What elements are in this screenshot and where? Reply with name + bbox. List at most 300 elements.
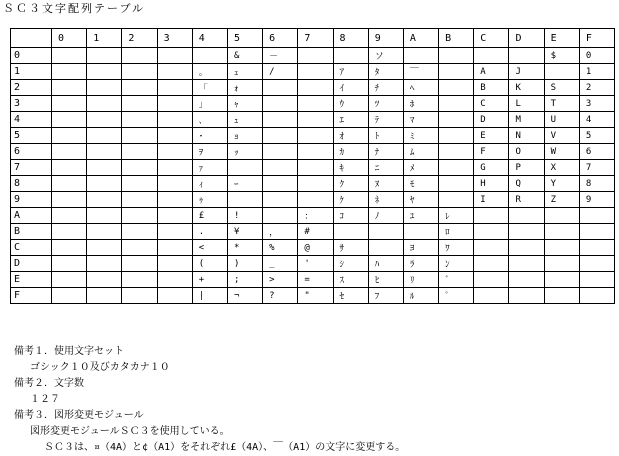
column-header: 5 xyxy=(227,29,262,48)
table-cell: ﾌ xyxy=(368,288,403,304)
table-cell: ： xyxy=(298,208,333,224)
table-cell: Z xyxy=(544,192,579,208)
table-cell: ｦ xyxy=(192,144,227,160)
table-cell: ｷ xyxy=(333,160,368,176)
column-header: B xyxy=(439,29,474,48)
table-cell: － xyxy=(263,48,298,64)
row-label: 6 xyxy=(11,144,52,160)
table-cell xyxy=(579,256,614,272)
table-cell: M xyxy=(509,112,544,128)
table-cell xyxy=(157,80,192,96)
table-cell xyxy=(87,176,122,192)
table-cell xyxy=(157,128,192,144)
table-cell: . xyxy=(192,224,227,240)
table-cell xyxy=(157,288,192,304)
corner-cell xyxy=(11,29,52,48)
table-cell: ﾞ xyxy=(439,272,474,288)
table-cell: S xyxy=(544,80,579,96)
table-cell xyxy=(298,80,333,96)
table-cell: ｯ xyxy=(227,144,262,160)
table-cell: ! xyxy=(227,208,262,224)
table-cell xyxy=(87,96,122,112)
table-cell: 「 xyxy=(192,80,227,96)
table-cell xyxy=(87,240,122,256)
table-cell: + xyxy=(192,272,227,288)
table-cell: ﾉ xyxy=(368,208,403,224)
table-cell xyxy=(87,256,122,272)
table-cell: ｺ xyxy=(333,208,368,224)
table-cell: ｰ xyxy=(227,176,262,192)
table-cell xyxy=(87,80,122,96)
table-cell xyxy=(298,64,333,80)
table-cell: 」 xyxy=(192,96,227,112)
table-cell xyxy=(509,288,544,304)
table-cell xyxy=(157,192,192,208)
row-label: 4 xyxy=(11,112,52,128)
table-cell xyxy=(263,144,298,160)
table-cell xyxy=(403,224,438,240)
table-row xyxy=(11,48,615,64)
column-header: E xyxy=(544,29,579,48)
table-cell xyxy=(52,80,87,96)
note-line: 備考２．文字数 xyxy=(14,378,84,389)
table-cell xyxy=(333,224,368,240)
table-cell: 5 xyxy=(579,128,614,144)
table-cell xyxy=(227,160,262,176)
table-cell: ｶ xyxy=(333,144,368,160)
table-cell xyxy=(509,224,544,240)
table-cell: ﾐ xyxy=(403,128,438,144)
table-cell xyxy=(403,48,438,64)
table-cell xyxy=(509,240,544,256)
table-cell: > xyxy=(263,272,298,288)
table-cell xyxy=(474,224,509,240)
table-cell xyxy=(122,64,157,80)
table-cell: 8 xyxy=(579,176,614,192)
table-cell: $ xyxy=(544,48,579,64)
table-cell xyxy=(298,48,333,64)
table-cell xyxy=(474,272,509,288)
table-cell xyxy=(87,144,122,160)
table-cell: ｬ xyxy=(227,96,262,112)
page-title: ＳＣ３文字配列テーブル xyxy=(3,2,146,15)
table-cell xyxy=(439,128,474,144)
table-cell xyxy=(122,256,157,272)
table-cell: ｾ xyxy=(333,288,368,304)
table-cell: ﾄ xyxy=(368,128,403,144)
table-cell: @ xyxy=(298,240,333,256)
table-cell: ｹ xyxy=(333,192,368,208)
column-header-row xyxy=(11,29,615,48)
table-cell: " xyxy=(298,288,333,304)
table-cell: ﾑ xyxy=(403,144,438,160)
table-cell xyxy=(157,144,192,160)
table-cell: ( xyxy=(192,256,227,272)
table-cell: & xyxy=(227,48,262,64)
table-cell: 2 xyxy=(579,80,614,96)
table-cell: ﾟ xyxy=(439,288,474,304)
table-cell: 1 xyxy=(579,64,614,80)
table-cell: _ xyxy=(263,256,298,272)
table-body xyxy=(11,48,615,304)
table-cell xyxy=(263,160,298,176)
table-cell: ﾊ xyxy=(368,256,403,272)
table-cell: T xyxy=(544,96,579,112)
table-cell xyxy=(263,208,298,224)
row-label: 2 xyxy=(11,80,52,96)
table-cell: ﾛ xyxy=(439,224,474,240)
table-cell xyxy=(52,288,87,304)
table-cell: ｵ xyxy=(333,128,368,144)
table-cell xyxy=(298,96,333,112)
table-cell: % xyxy=(263,240,298,256)
table-cell: ) xyxy=(227,256,262,272)
table-cell: D xyxy=(474,112,509,128)
table-cell xyxy=(87,208,122,224)
table-cell xyxy=(298,176,333,192)
table-cell: Q xyxy=(509,176,544,192)
table-row xyxy=(11,272,615,288)
table-cell xyxy=(52,272,87,288)
note-line: 図形変更モジュールＳＣ３を使用している。 xyxy=(30,426,230,437)
table-cell xyxy=(579,208,614,224)
row-label: A xyxy=(11,208,52,224)
table-cell: O xyxy=(509,144,544,160)
row-label: B xyxy=(11,224,52,240)
table-cell xyxy=(474,256,509,272)
table-cell xyxy=(52,256,87,272)
table-cell xyxy=(263,128,298,144)
table-cell xyxy=(263,96,298,112)
table-cell: = xyxy=(298,272,333,288)
table-cell: ﾅ xyxy=(368,144,403,160)
table-cell xyxy=(509,208,544,224)
table-cell xyxy=(122,160,157,176)
table-cell xyxy=(263,112,298,128)
table-row xyxy=(11,144,615,160)
table-row xyxy=(11,96,615,112)
table-cell: G xyxy=(474,160,509,176)
table-cell xyxy=(87,128,122,144)
table-cell: ｩ xyxy=(192,192,227,208)
table-cell: ﾏ xyxy=(403,112,438,128)
table-cell xyxy=(157,256,192,272)
table-row xyxy=(11,256,615,272)
table-cell: ﾂ xyxy=(368,96,403,112)
table-cell xyxy=(439,64,474,80)
table-cell: ソ xyxy=(368,48,403,64)
table-row xyxy=(11,112,615,128)
table-cell xyxy=(122,96,157,112)
table-cell xyxy=(52,128,87,144)
notes-section xyxy=(14,344,405,456)
table-cell xyxy=(87,192,122,208)
table-row xyxy=(11,288,615,304)
table-row xyxy=(11,80,615,96)
table-cell: ･ xyxy=(192,128,227,144)
table-cell: ﾙ xyxy=(403,288,438,304)
table-cell: ? xyxy=(263,288,298,304)
table-cell xyxy=(579,272,614,288)
table-cell: R xyxy=(509,192,544,208)
table-cell xyxy=(122,240,157,256)
table-cell xyxy=(122,48,157,64)
table-cell xyxy=(298,128,333,144)
table-cell: ， xyxy=(263,224,298,240)
table-cell: ｳ xyxy=(333,96,368,112)
note-line: 備考３．図形変更モジュール xyxy=(14,410,144,421)
table-cell: ｮ xyxy=(227,128,262,144)
table-cell xyxy=(263,176,298,192)
table-cell xyxy=(544,272,579,288)
table-cell: ﾜ xyxy=(439,240,474,256)
table-cell xyxy=(439,80,474,96)
column-header: D xyxy=(509,29,544,48)
table-cell xyxy=(298,160,333,176)
table-cell xyxy=(52,144,87,160)
table-cell xyxy=(157,112,192,128)
table-cell xyxy=(439,192,474,208)
table-cell xyxy=(439,96,474,112)
table-cell xyxy=(579,224,614,240)
table-cell: 6 xyxy=(579,144,614,160)
table-cell: ﾘ xyxy=(403,272,438,288)
table-cell: ﾋ xyxy=(368,272,403,288)
table-cell: ｨ xyxy=(192,176,227,192)
row-label: F xyxy=(11,288,52,304)
table-cell: 4 xyxy=(579,112,614,128)
table-cell xyxy=(157,48,192,64)
table-cell xyxy=(52,240,87,256)
column-header: F xyxy=(579,29,614,48)
table-cell: ﾕ xyxy=(403,208,438,224)
table-row xyxy=(11,208,615,224)
table-cell: ﾓ xyxy=(403,176,438,192)
note-line: ＳＣ３は、¤（4A）と¢（A1）をそれぞれ£（4A）、￣（A1）の文字に変更する。 xyxy=(44,442,406,453)
table-cell xyxy=(52,208,87,224)
table-row xyxy=(11,176,615,192)
table-cell xyxy=(157,272,192,288)
table-cell: K xyxy=(509,80,544,96)
table-cell: ｫ xyxy=(227,80,262,96)
table-cell xyxy=(544,224,579,240)
row-label: 7 xyxy=(11,160,52,176)
table-row xyxy=(11,64,615,80)
column-header: C xyxy=(474,29,509,48)
table-cell xyxy=(227,192,262,208)
table-cell xyxy=(368,240,403,256)
table-cell: Y xyxy=(544,176,579,192)
table-cell: ﾁ xyxy=(368,80,403,96)
table-cell xyxy=(544,64,579,80)
table-cell: ﾚ xyxy=(439,208,474,224)
table-row xyxy=(11,128,615,144)
table-cell xyxy=(298,112,333,128)
table-cell xyxy=(87,224,122,240)
table-cell: ｴ xyxy=(333,112,368,128)
table-cell: V xyxy=(544,128,579,144)
table-cell xyxy=(439,160,474,176)
column-header: 8 xyxy=(333,29,368,48)
table-cell: | xyxy=(192,288,227,304)
table-cell: ｭ xyxy=(227,112,262,128)
row-label: 0 xyxy=(11,48,52,64)
table-cell xyxy=(439,112,474,128)
table-cell xyxy=(157,224,192,240)
table-cell: 。 xyxy=(192,64,227,80)
row-label: 1 xyxy=(11,64,52,80)
table-cell xyxy=(122,288,157,304)
table-cell: ｧ xyxy=(192,160,227,176)
table-cell: ﾔ xyxy=(403,192,438,208)
table-cell: U xyxy=(544,112,579,128)
table-cell: ﾆ xyxy=(368,160,403,176)
table-cell xyxy=(298,144,333,160)
column-header: 7 xyxy=(298,29,333,48)
table-cell xyxy=(157,64,192,80)
table-cell xyxy=(474,240,509,256)
table-cell xyxy=(298,192,333,208)
table-cell xyxy=(544,288,579,304)
table-cell xyxy=(87,64,122,80)
column-header: 0 xyxy=(52,29,87,48)
table-cell: ﾃ xyxy=(368,112,403,128)
table-cell xyxy=(52,64,87,80)
table-cell: ｪ xyxy=(227,64,262,80)
table-cell xyxy=(157,240,192,256)
table-cell xyxy=(474,288,509,304)
table-cell: ｲ xyxy=(333,80,368,96)
table-cell: ￣ xyxy=(403,64,438,80)
table-cell: ﾇ xyxy=(368,176,403,192)
table-row xyxy=(11,240,615,256)
table-cell xyxy=(122,208,157,224)
table-cell xyxy=(52,112,87,128)
table-cell: ﾗ xyxy=(403,256,438,272)
row-label: 9 xyxy=(11,192,52,208)
table-cell: 0 xyxy=(579,48,614,64)
table-cell: * xyxy=(227,240,262,256)
table-cell: 7 xyxy=(579,160,614,176)
table-cell xyxy=(544,256,579,272)
table-cell: £ xyxy=(192,208,227,224)
table-cell: ､ xyxy=(192,112,227,128)
table-cell xyxy=(439,48,474,64)
table-cell: ｸ xyxy=(333,176,368,192)
table-cell xyxy=(439,144,474,160)
table-cell xyxy=(122,144,157,160)
row-label: 8 xyxy=(11,176,52,192)
table-cell xyxy=(52,192,87,208)
table-cell: ｻ xyxy=(333,240,368,256)
table-cell: L xyxy=(509,96,544,112)
column-header: 1 xyxy=(87,29,122,48)
table-cell xyxy=(474,48,509,64)
column-header: 6 xyxy=(263,29,298,48)
table-cell xyxy=(192,48,227,64)
table-cell xyxy=(122,176,157,192)
character-table xyxy=(10,28,615,304)
table-cell: A xyxy=(474,64,509,80)
table-cell: ﾈ xyxy=(368,192,403,208)
table-cell xyxy=(87,112,122,128)
column-header: 3 xyxy=(157,29,192,48)
table-cell xyxy=(52,160,87,176)
table-cell: F xyxy=(474,144,509,160)
table-cell: ﾒ xyxy=(403,160,438,176)
table-cell xyxy=(122,128,157,144)
row-label: E xyxy=(11,272,52,288)
table-cell: P xyxy=(509,160,544,176)
table-cell xyxy=(52,224,87,240)
table-cell xyxy=(509,48,544,64)
table-cell xyxy=(263,80,298,96)
table-cell xyxy=(122,272,157,288)
column-header: 9 xyxy=(368,29,403,48)
table-cell xyxy=(122,192,157,208)
table-cell xyxy=(87,272,122,288)
table-cell: < xyxy=(192,240,227,256)
table-cell: ' xyxy=(298,256,333,272)
table-cell xyxy=(52,48,87,64)
table-cell xyxy=(333,48,368,64)
table-cell: C xyxy=(474,96,509,112)
table-cell xyxy=(157,176,192,192)
table-cell: ｼ xyxy=(333,256,368,272)
table-row xyxy=(11,224,615,240)
table-cell xyxy=(579,240,614,256)
note-line: １２７ xyxy=(30,394,60,405)
note-line: ゴシック１０及びカタカナ１０ xyxy=(30,362,170,373)
table-cell: N xyxy=(509,128,544,144)
table-cell xyxy=(157,96,192,112)
table-cell: H xyxy=(474,176,509,192)
table-cell xyxy=(87,288,122,304)
column-header: 4 xyxy=(192,29,227,48)
table-cell: 9 xyxy=(579,192,614,208)
table-cell xyxy=(544,240,579,256)
table-cell: I xyxy=(474,192,509,208)
table-cell: 3 xyxy=(579,96,614,112)
table-cell xyxy=(544,208,579,224)
row-label: C xyxy=(11,240,52,256)
column-header: 2 xyxy=(122,29,157,48)
table-cell xyxy=(157,208,192,224)
table-cell xyxy=(509,256,544,272)
table-cell xyxy=(122,80,157,96)
note-line: 備考１．使用文字セット xyxy=(14,346,124,357)
table-cell xyxy=(52,96,87,112)
table-cell: ; xyxy=(227,272,262,288)
table-row xyxy=(11,160,615,176)
table-cell xyxy=(87,160,122,176)
table-cell: J xyxy=(509,64,544,80)
table-cell: ｱ xyxy=(333,64,368,80)
table-cell xyxy=(263,192,298,208)
row-label: 5 xyxy=(11,128,52,144)
table-cell: # xyxy=(298,224,333,240)
table-cell xyxy=(52,176,87,192)
table-cell: B xyxy=(474,80,509,96)
table-cell: ﾝ xyxy=(439,256,474,272)
table-cell: ¬ xyxy=(227,288,262,304)
table-cell: ｽ xyxy=(333,272,368,288)
table-cell: X xyxy=(544,160,579,176)
table-cell xyxy=(157,160,192,176)
table-cell: ﾎ xyxy=(403,96,438,112)
column-header: A xyxy=(403,29,438,48)
table-row xyxy=(11,192,615,208)
